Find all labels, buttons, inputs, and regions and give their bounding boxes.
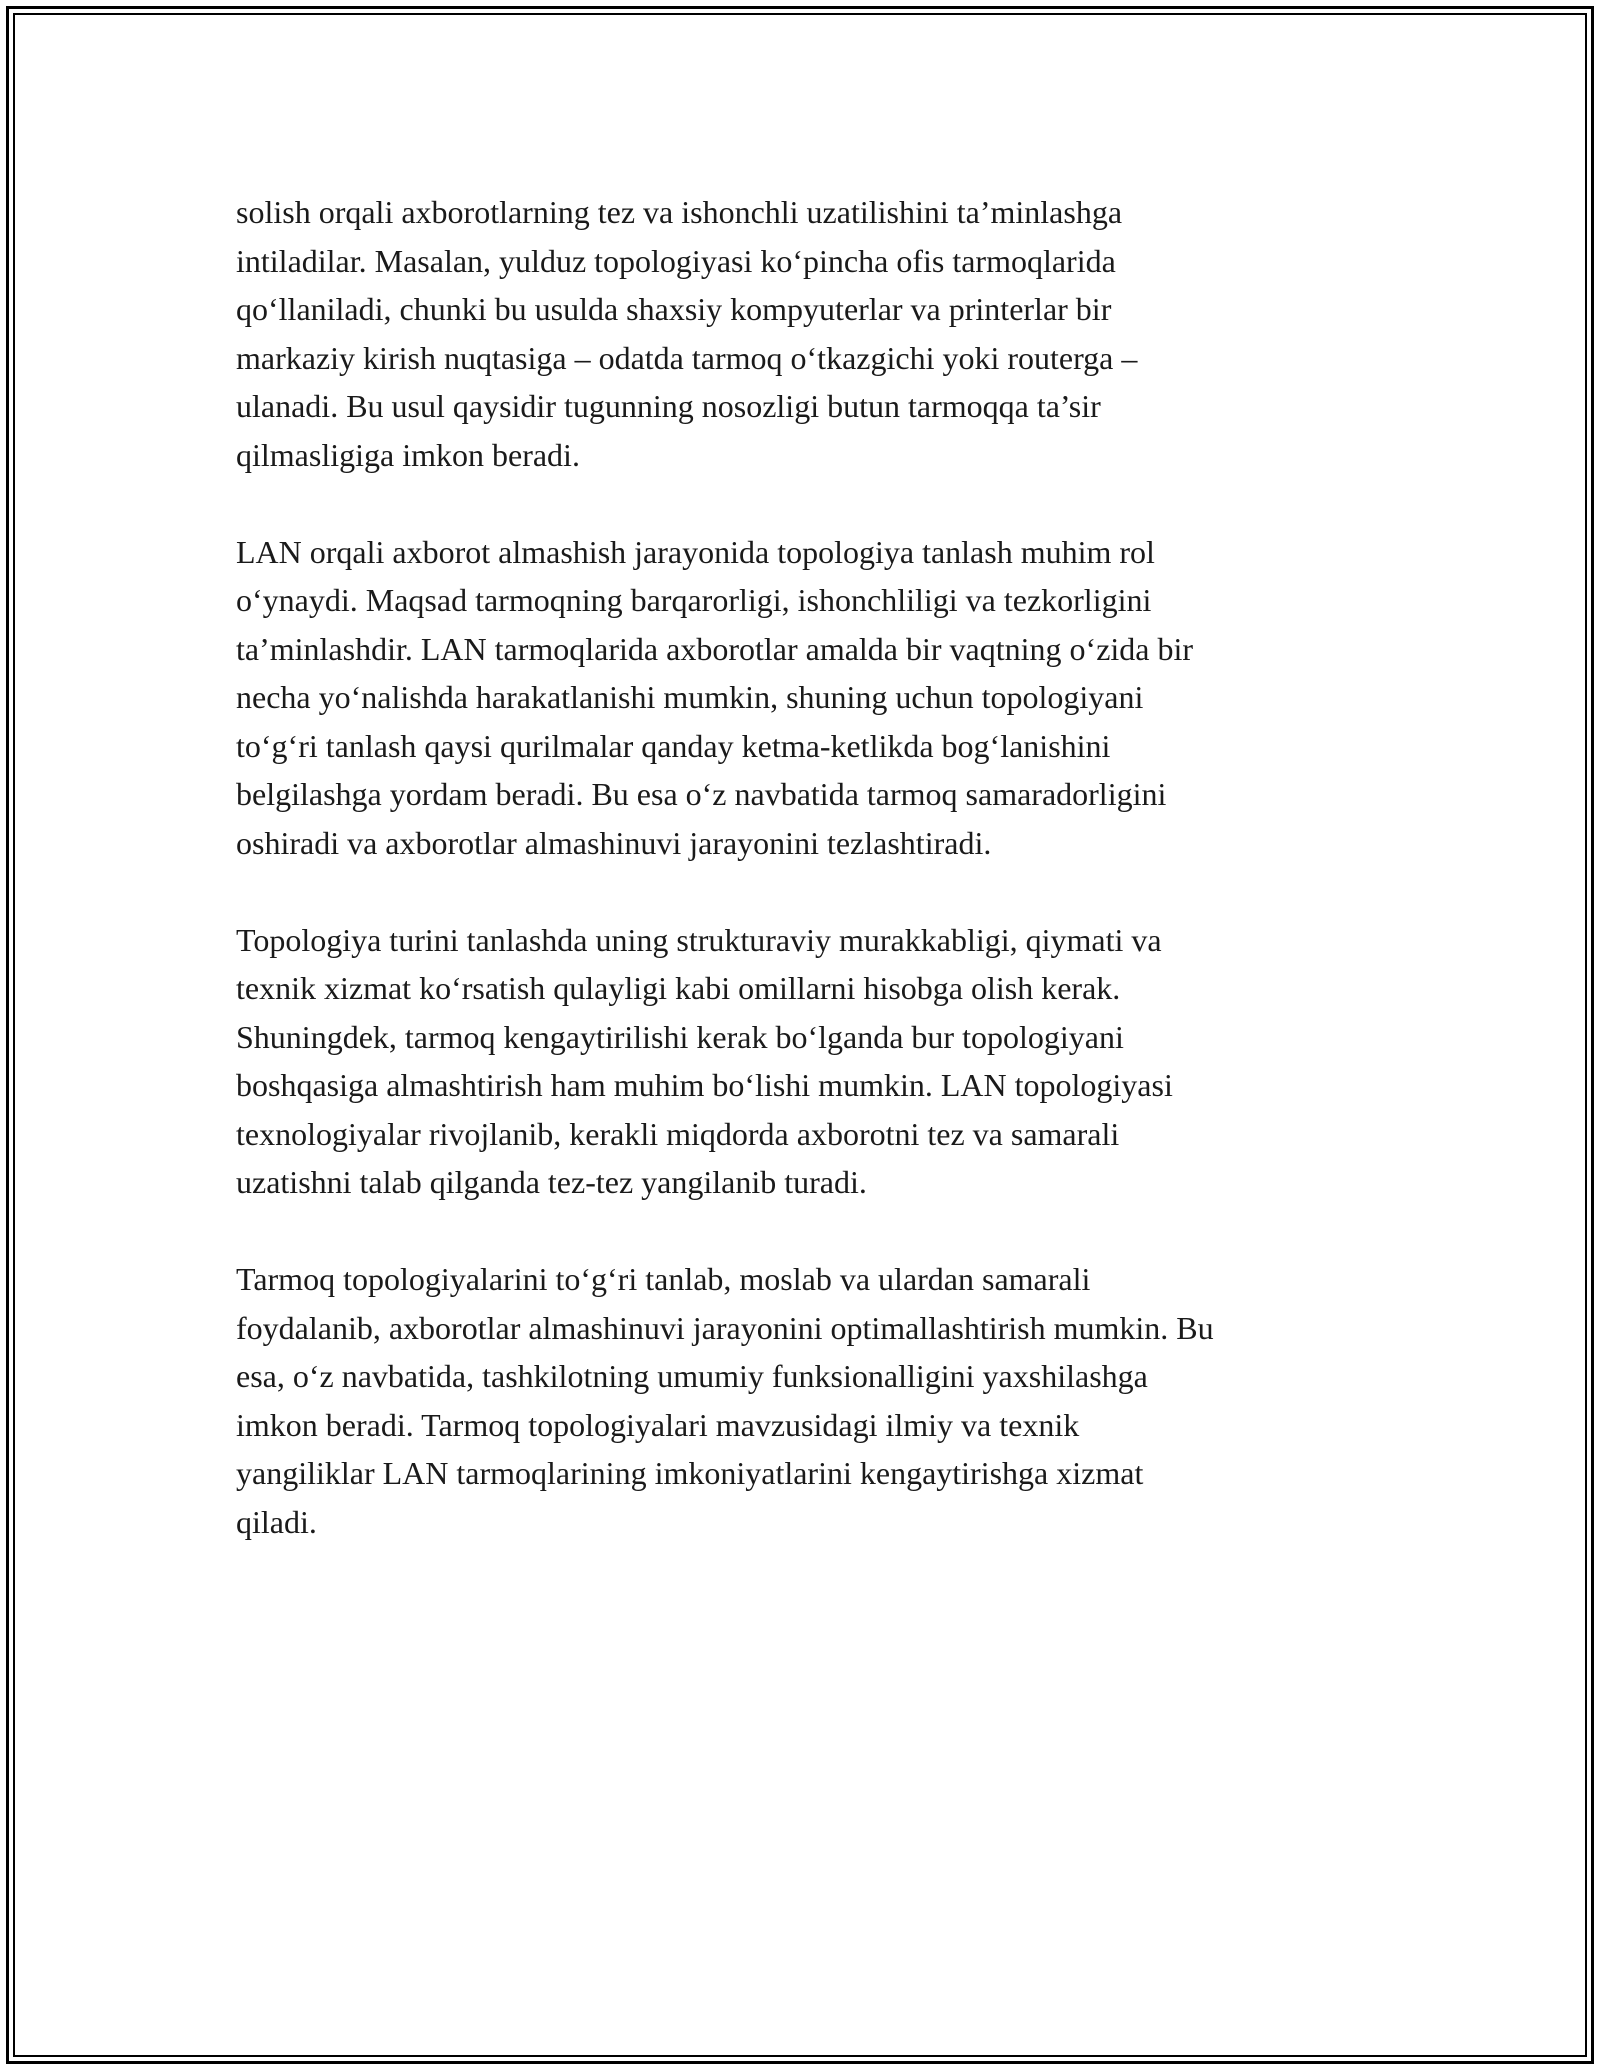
text-line: Tarmoq topologiyalarini to‘g‘ri tanlab, moslab va ulardan samarali <box>236 1261 1091 1297</box>
text-line: belgilashga yordam beradi. Bu esa o‘z navbatida tarmoq samaradorligini <box>236 776 1167 812</box>
text-line: intiladilar. Masalan, yulduz topologiyasi ko‘pincha ofis tarmoqlarida <box>236 242 1116 279</box>
text-line: qo‘llaniladi, chunki bu usulda shaxsiy kompyuterlar va printerlar bir <box>236 291 1112 327</box>
text-line: o‘ynaydi. Maqsad tarmoqning barqarorligi, ishonchliligi va tezkorligini <box>236 582 1152 618</box>
text-line: ulanadi. Bu usul qaysidir tugunning nosozligi butun tarmoqqa ta’sir <box>236 388 1101 424</box>
text-line: markaziy kirish nuqtasiga – odatda tarmoq o‘tkazgichi yoki routerga – <box>236 339 1138 376</box>
text-line: necha yo‘nalishda harakatlanishi mumkin, shuning uchun topologiyani <box>236 679 1144 715</box>
text-line: uzatishni talab qilganda tez-tez yangilanib turadi. <box>236 1164 867 1200</box>
text-line: qilmasligiga imkon beradi. <box>236 436 580 473</box>
text-line: solish orqali axborotlarning tez va ishonchli uzatilishini ta’minlashga <box>236 194 1123 230</box>
text-line: foydalanib, axborotlar almashinuvi jarayonini optimallashtirish mumkin. Bu <box>236 1309 1214 1346</box>
text-line: Topologiya turini tanlashda uning strukturaviy murakkabligi, qiymati va <box>236 921 1162 958</box>
paragraph-2 <box>236 528 1396 868</box>
text-line: LAN orqali axborot almashish jarayonida topologiya tanlash muhim rol <box>236 533 1155 570</box>
text-line: esa, o‘z navbatida, tashkilotning umumiy funksionalligini yaxshilashga <box>236 1358 1148 1394</box>
text-line: yangiliklar LAN tarmoqlarining imkoniyatlarini kengaytirishga xizmat <box>236 1455 1144 1491</box>
paragraph-4 <box>236 1255 1396 1546</box>
text-line: imkon beradi. Tarmoq topologiyalari mavzusidagi ilmiy va texnik <box>236 1406 1080 1443</box>
text-line: ta’minlashdir. LAN tarmoqlarida axborotlar amalda bir vaqtning o‘zida bir <box>236 630 1194 667</box>
text-line: texnik xizmat ko‘rsatish qulayligi kabi omillarni hisobga olish kerak. <box>236 970 1121 1006</box>
text-line: boshqasiga almashtirish ham muhim bo‘lishi mumkin. LAN topologiyasi <box>236 1067 1173 1103</box>
text-line: to‘g‘ri tanlash qaysi qurilmalar qanday ketma-ketlikda bog‘lanishini <box>236 727 1111 764</box>
text-line: Shuningdek, tarmoq kengaytirilishi kerak bo‘lganda bur topologiyani <box>236 1018 1124 1055</box>
text-line: qiladi. <box>236 1503 317 1540</box>
document-body <box>236 188 1396 1595</box>
text-line: texnologiyalar rivojlanib, kerakli miqdorda axborotni tez va samarali <box>236 1115 1120 1152</box>
paragraph-1 <box>236 188 1396 479</box>
paragraph-3 <box>236 916 1396 1207</box>
text-line: oshiradi va axborotlar almashinuvi jarayonini tezlashtiradi. <box>236 824 992 861</box>
